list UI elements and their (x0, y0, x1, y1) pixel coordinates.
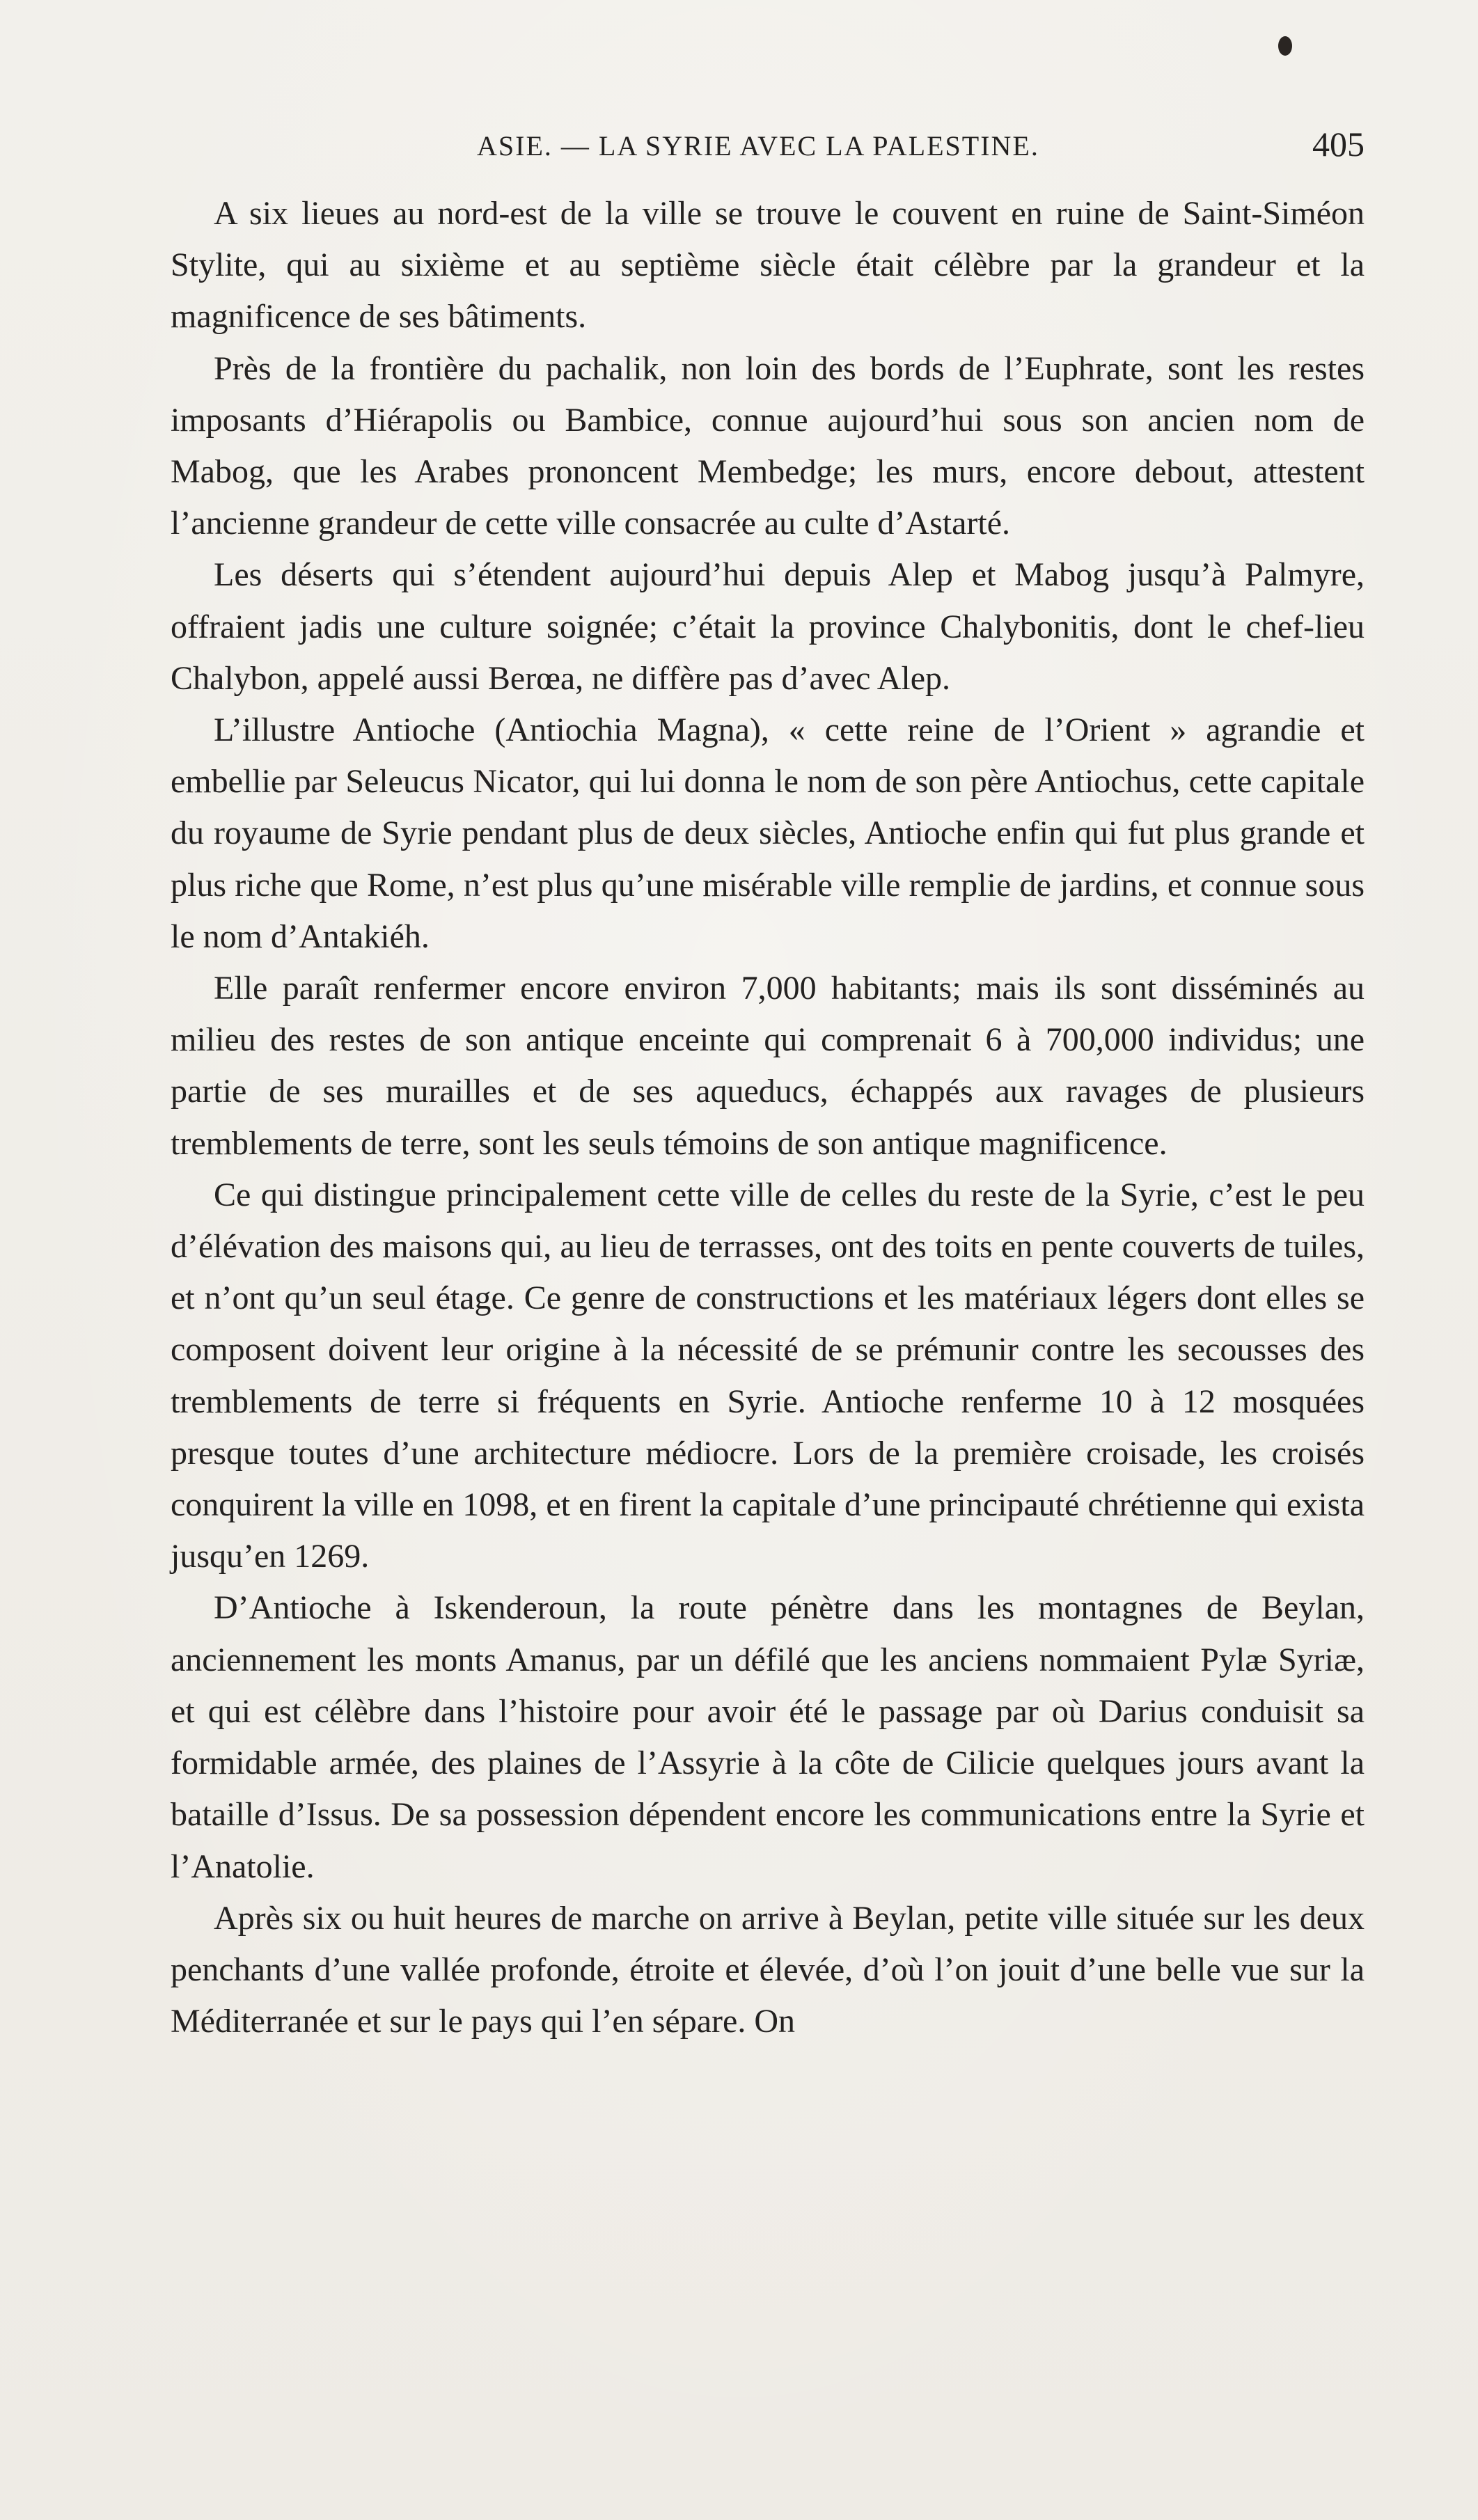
paragraph-chalybonitis: Les déserts qui s’étendent aujourd’hui depuis Alep et Mabog jusqu’à Palmyre, offraient jadis une culture soignée; c’était la province Chalybonitis, dont le chef-lieu Chalybon, appelé aussi Berœa, ne diffère pas d’avec Alep. (171, 556, 1365, 697)
paragraph-habitants: Elle paraît renfermer encore environ 7,000 habitants; mais ils sont disséminés au milieu des restes de son antique enceinte qui comprenait 6 à 700,000 individus; une partie de ses murailles et de ses aqueducs, échappés aux ravages de plusieurs tremblements de terre, sont les seuls témoins de son antique magnificence. (171, 970, 1365, 1162)
running-head: ASIE. — LA SYRIE AVEC LA PALESTINE. (477, 130, 1039, 162)
page-number: 405 (1312, 125, 1365, 164)
paragraph-maisons: Ce qui distingue principalement cette ville de celles du reste de la Syrie, c’est le peu d’élévation des maisons qui, au lieu de terrasses, ont des toits en pente couverts de tuiles, et n’ont qu’un seul étage. Ce genre de constructions et les matériaux légers dont elles se composent doivent leur origine à la nécessité de se prémunir contre les secousses des tremblements de terre si fréquents en Syrie. Antioche renferme 10 à 12 mosquées presque toutes d’une architecture médiocre. Lors de la première croisade, les croisés conquirent la ville en 1098, et en firent la capitale d’une principauté chrétienne qui exista jusqu’en 1269. (171, 1176, 1365, 1575)
paragraph-beylan: Après six ou huit heures de marche on arrive à Beylan, petite ville située sur les deux penchants d’une vallée profonde, étroite et élevée, d’où l’on jouit d’une belle vue sur la Méditerranée et sur le pays qui l’en sépare. On (171, 1899, 1365, 2040)
paragraph-antioche: L’illustre Antioche (Antiochia Magna), « cette reine de l’Orient » agrandie et embellie par Seleucus Nicator, qui lui donna le nom de son père Antiochus, cette capitale du royaume de Syrie pendant plus de deux siècles, Antioche enfin qui fut plus grande et plus riche que Rome, n’est plus qu’une misérable ville remplie de jardins, et connue sous le nom d’Antakiéh. (171, 711, 1365, 955)
paragraph-hierapolis: Près de la frontière du pachalik, non loin des bords de l’Euphrate, sont les restes imposants d’Hiérapolis ou Bambice, connue aujourd’hui sous son ancien nom de Mabog, que les Arabes prononcent Membedge; les murs, encore debout, attestent l’ancienne grandeur de cette ville consacrée au culte d’Astarté. (171, 349, 1365, 542)
body-text (171, 188, 1365, 2047)
page-header (171, 124, 1365, 173)
paragraph-saint-simeon: A six lieues au nord-est de la ville se trouve le couvent en ruine de Saint-Siméon Stylite, qui au sixième et au septième siècle était célèbre par la grandeur et la magnificence de ses bâtiments. (171, 195, 1365, 336)
ink-mark (1278, 36, 1292, 56)
paragraph-iskenderoun: D’Antioche à Iskenderoun, la route pénètre dans les montagnes de Beylan, anciennement les monts Amanus, par un défilé que les anciens nommaient Pylæ Syriæ, et qui est célèbre dans l’histoire pour avoir été le passage par où Darius conduisit sa formidable armée, des plaines de l’Assyrie à la côte de Cilicie quelques jours avant la bataille d’Issus. De sa possession dépendent encore les communications entre la Syrie et l’Anatolie. (171, 1589, 1365, 1885)
